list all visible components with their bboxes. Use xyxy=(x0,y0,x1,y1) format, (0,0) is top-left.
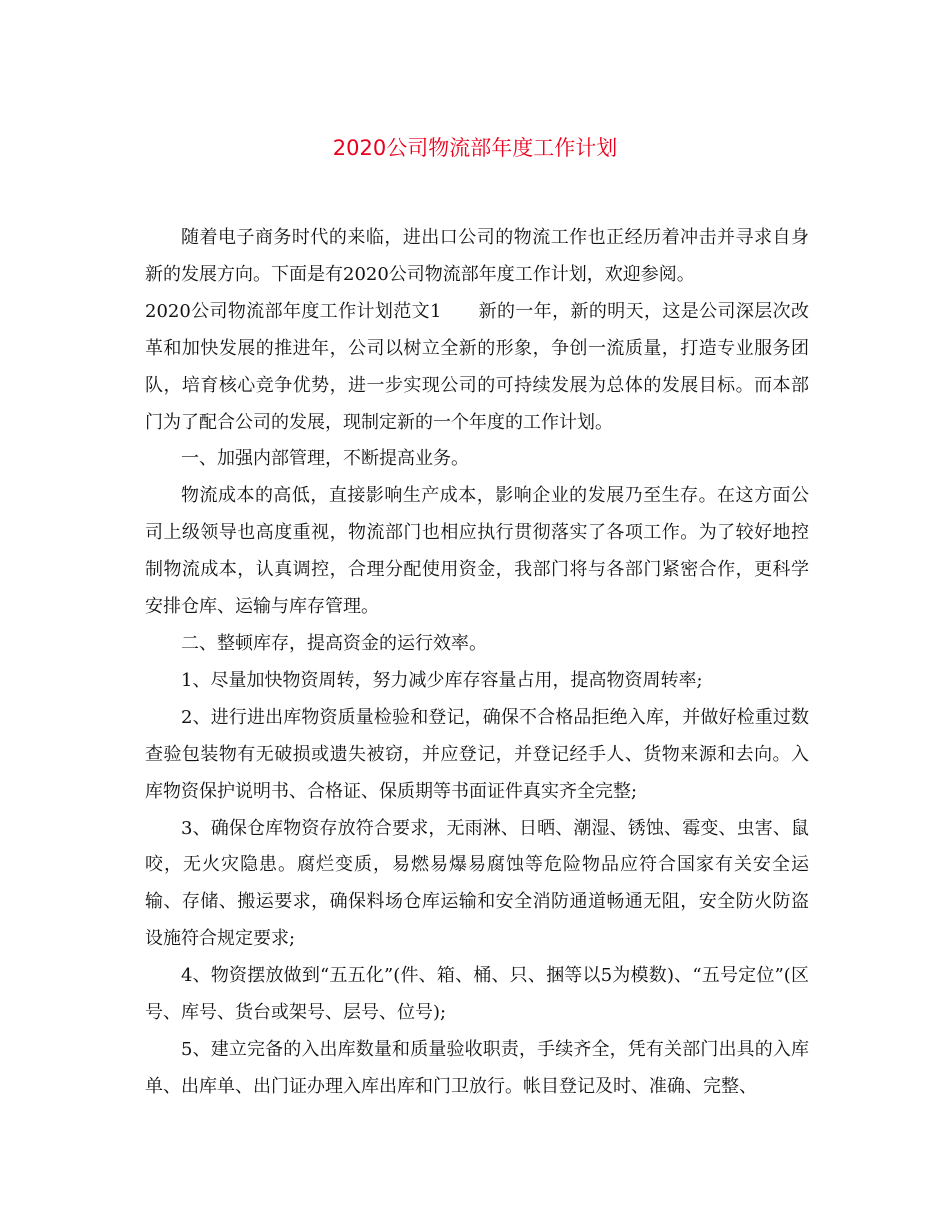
document-body xyxy=(145,220,809,1106)
section-heading-2: 二、整顿库存，提高资金的运行效率。 xyxy=(181,632,487,654)
paragraph-cost-control: 物流成本的高低，直接影响生产成本，影响企业的发展乃至生存。在这方面公司上级领导也高度重视，物流部门也相应执行贯彻落实了各项工作。为了较好地控制物流成本，认真调控，合理分配使用资金，我部门将与各部门紧密合作，更科学安排仓库、运输与库存管理。 xyxy=(145,485,809,618)
section-heading-1: 一、加强内部管理，不断提高业务。 xyxy=(181,448,469,470)
list-item-1: 1、尽量加快物资周转，努力减少库存容量占用，提高物资周转率; xyxy=(181,669,703,691)
paragraph-intro: 随着电子商务时代的来临，进出口公司的物流工作也正经历着冲击并寻求自身新的发展方向。下面是有2020公司物流部年度工作计划，欢迎参阅。 xyxy=(145,227,809,285)
paragraph-sample-opening: 2020公司物流部年度工作计划范文1 新的一年，新的明天，这是公司深层次改革和加快发展的推进年，公司以树立全新的形象，争创一流质量，打造专业服务团队，培育核心竞争优势，进一步实现公司的可持续发展为总体的发展目标。而本部门为了配合公司的发展，现制定新的一个年度的工作计划。 xyxy=(145,300,809,433)
list-item-5: 5、建立完备的入出库数量和质量验收职责，手续齐全，凭有关部门出具的入库单、出库单、出门证办理入库出库和门卫放行。帐目登记及时、准确、完整、 xyxy=(145,1038,809,1097)
document-title: 2020公司物流部年度工作计划 xyxy=(332,136,618,160)
list-item-4: 4、物资摆放做到“五五化”(件、箱、桶、只、捆等以5为模数)、“五号定位”(区号、库号、货台或架号、层号、位号); xyxy=(145,965,809,1024)
list-item-3: 3、确保仓库物资存放符合要求，无雨淋、日晒、潮湿、锈蚀、霉变、虫害、鼠咬，无火灾隐患。腐烂变质，易燃易爆易腐蚀等危险物品应符合国家有关安全运输、存储、搬运要求，确保料场仓库运输和安全消防通道畅通无阻，安全防火防盗设施符合规定要求; xyxy=(145,817,809,950)
list-item-2: 2、进行进出库物资质量检验和登记，确保不合格品拒绝入库，并做好检重过数查验包装物有无破损或遗失被窃，并应登记，并登记经手人、货物来源和去向。入库物资保护说明书、合格证、保质期等书面证件真实齐全完整; xyxy=(145,706,809,802)
